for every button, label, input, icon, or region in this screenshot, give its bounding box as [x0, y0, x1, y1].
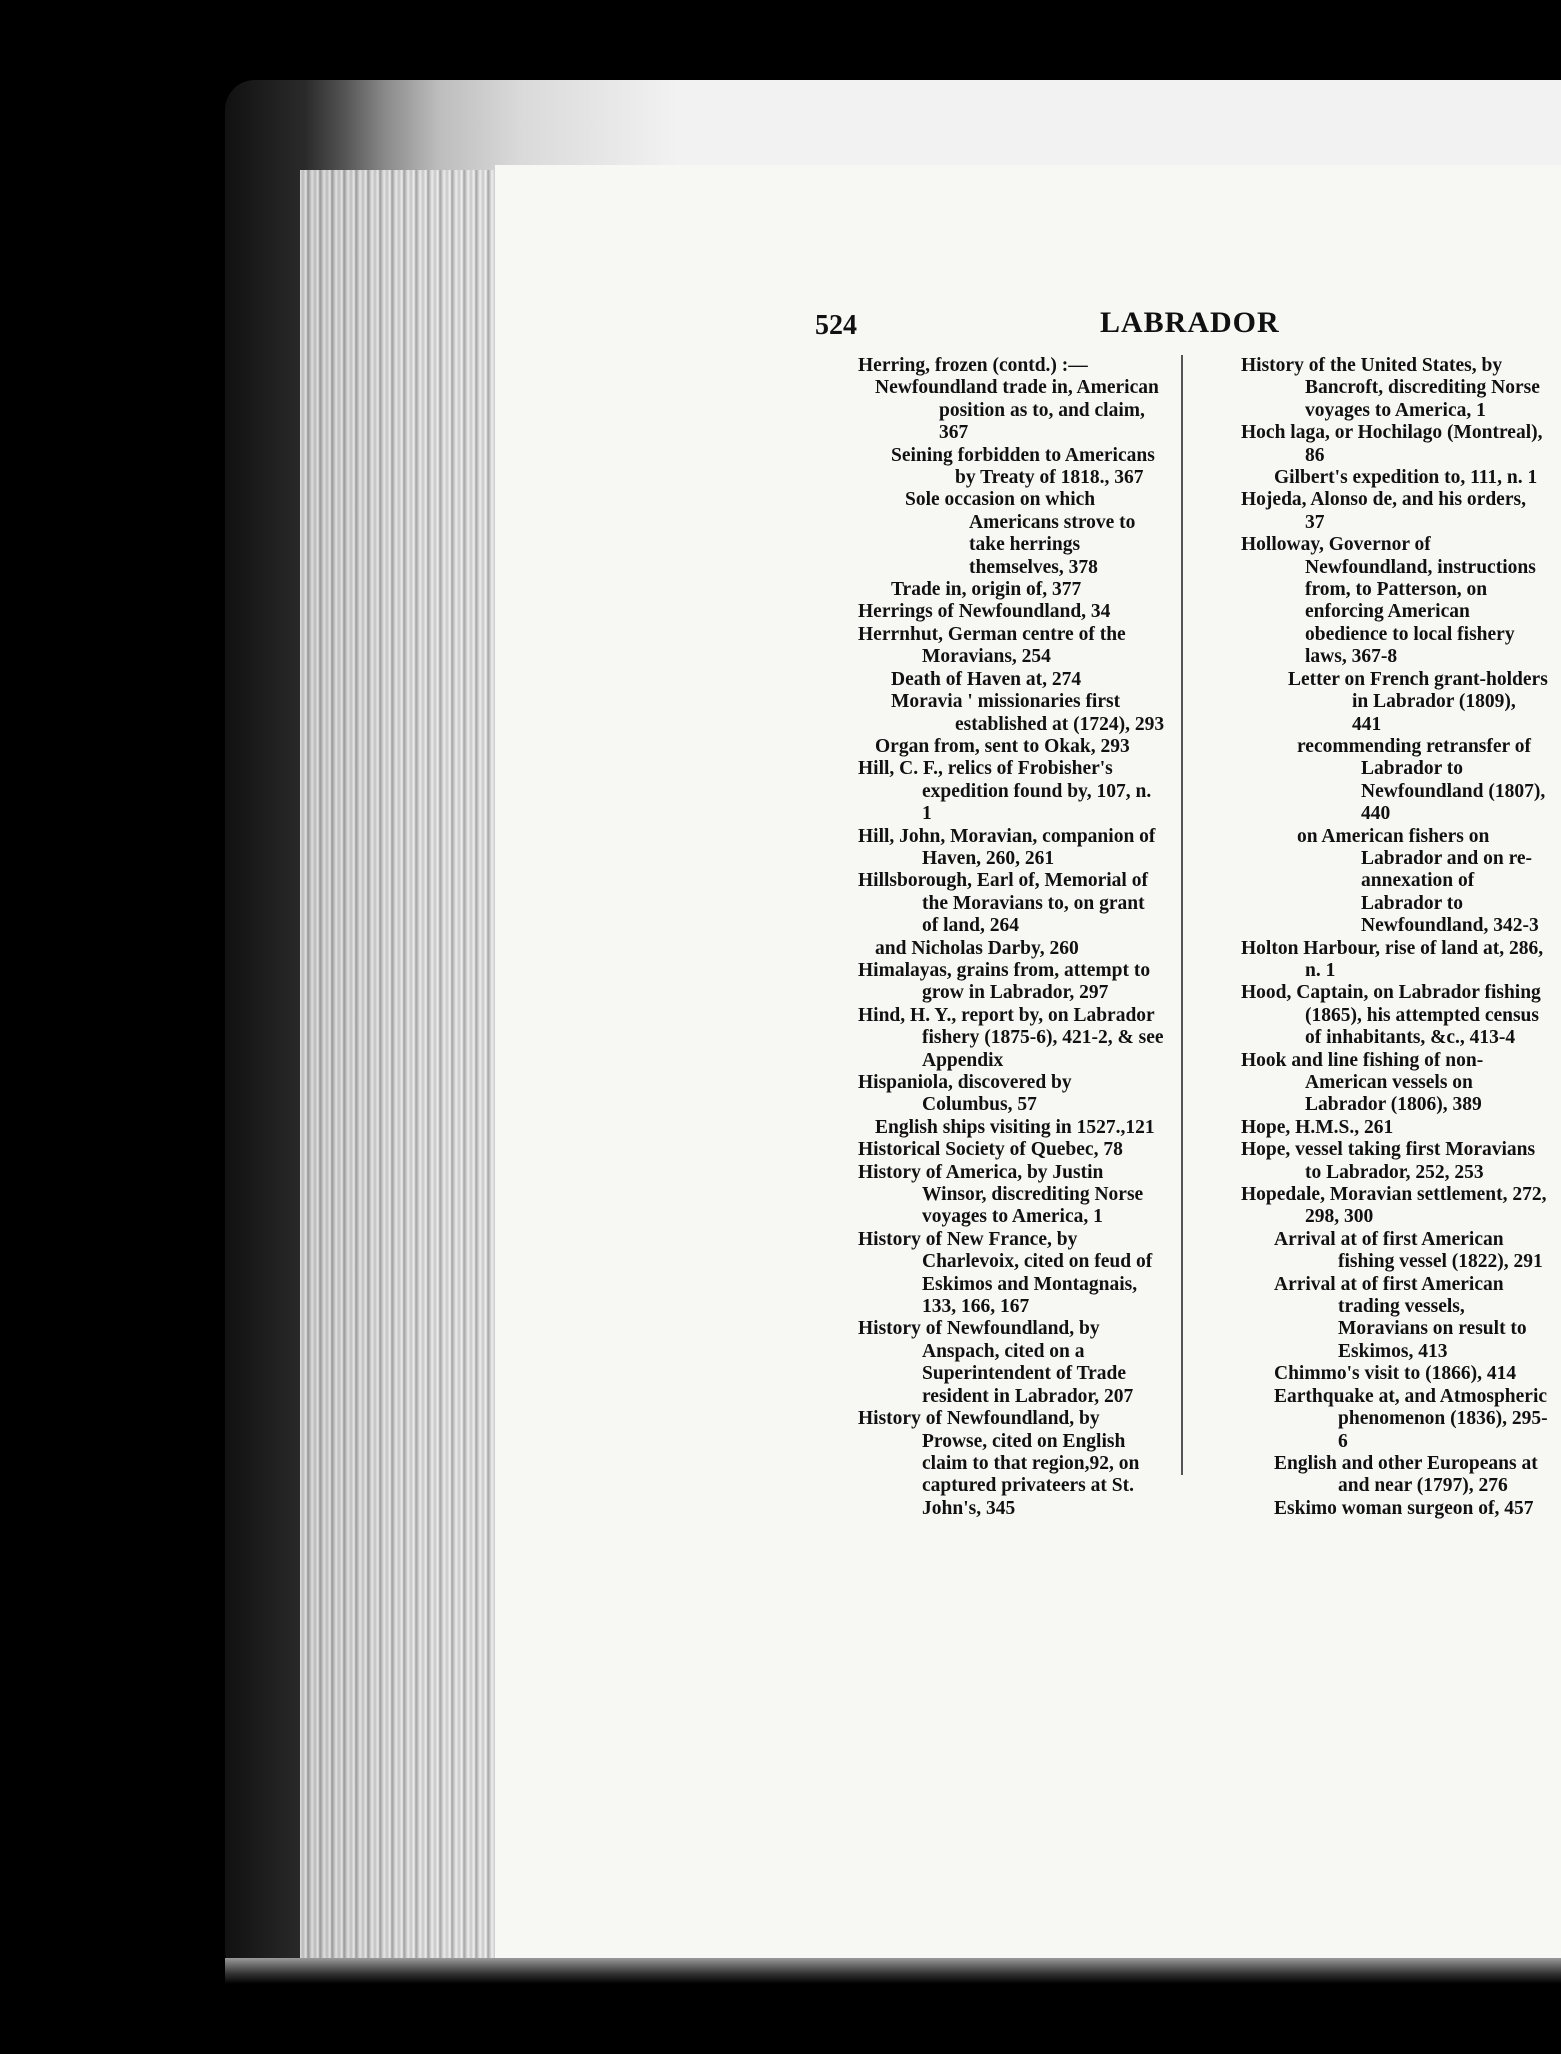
- page-title: LABRADOR: [1100, 306, 1280, 339]
- index-entry: Organ from, sent to Okak, 293: [875, 735, 1130, 757]
- index-column-left: [815, 355, 1165, 1520]
- page-number: 524: [815, 310, 857, 341]
- index-entry: History of America, by Justin Winsor, discrediting Norse voyages to America, 1: [858, 1161, 1144, 1228]
- index-entry: English and other Europeans at and near (1797), 276: [1274, 1452, 1538, 1497]
- index-entry: Death of Haven at, 274: [891, 668, 1082, 690]
- index-entry: Arrival at of first American trading vessels, Moravians on result to Eskimos, 413: [1274, 1273, 1527, 1362]
- index-entry: Hope, vessel taking first Moravians to Labrador, 252, 253: [1241, 1139, 1536, 1183]
- index-entry: Historical Society of Quebec, 78: [858, 1139, 1123, 1161]
- index-entry: on American fishers on Labrador and on re-annexation of Labrador to Newfoundland, 342-3: [1297, 825, 1539, 937]
- index-entry: Hopedale, Moravian settlement, 272, 298, 300: [1241, 1184, 1547, 1228]
- index-entry: recommending retransfer of Labrador to Newfoundland (1807), 440: [1297, 735, 1546, 825]
- column-divider: [1181, 355, 1183, 1475]
- index-entry: English ships visiting in 1527.,121: [875, 1116, 1155, 1138]
- index-entry: History of the United States, by Bancroft, discrediting Norse voyages to America, 1: [1241, 355, 1540, 421]
- index-entry: Herrings of Newfoundland, 34: [858, 601, 1111, 623]
- running-head: [815, 306, 1285, 346]
- index-entry: Letter on French grant-holders in Labrador (1809), 441: [1288, 668, 1548, 735]
- index-entry: History of Newfoundland, by Prowse, cited on English claim to that region,92, on captured privateers at St. John's, 345: [858, 1408, 1140, 1519]
- index-entry: Eskimo woman surgeon of, 457: [1274, 1497, 1534, 1519]
- page-edges: [300, 170, 510, 1970]
- index-entry: Holton Harbour, rise of land at, 286, n. 1: [1241, 937, 1544, 981]
- index-entry: Trade in, origin of, 377: [891, 579, 1082, 601]
- index-entry: Hill, C. F., relics of Frobisher's expedition found by, 107, n. 1: [858, 758, 1152, 825]
- index-entry: Hoch laga, or Hochilago (Montreal), 86: [1241, 422, 1543, 466]
- index-entry: Hope, H.M.S., 261: [1241, 1116, 1394, 1138]
- index-entry: Herring, frozen (contd.) :—: [858, 355, 1088, 376]
- index-entry: Hind, H. Y., report by, on Labrador fishery (1875-6), 421-2, & see Appendix: [858, 1004, 1164, 1071]
- index-entry: Seining forbidden to Americans by Treaty of 1818., 367: [891, 444, 1155, 489]
- index-entry: Hook and line fishing of non-American vessels on Labrador (1806), 389: [1241, 1049, 1484, 1116]
- index-entry: Arrival at of first American fishing vessel (1822), 291: [1274, 1228, 1543, 1273]
- index-entry: Hill, John, Moravian, companion of Haven, 260, 261: [858, 825, 1156, 869]
- index-entry: Hojeda, Alonso de, and his orders, 37: [1241, 489, 1526, 533]
- index-entry: Sole occasion on which Americans strove to take herrings themselves, 378: [905, 489, 1136, 578]
- index-entry: and Nicholas Darby, 260: [875, 937, 1079, 959]
- index-column-right: [1198, 355, 1548, 1520]
- index-entry: Earthquake at, and Atmospheric phenomenon (1836), 295-6: [1274, 1385, 1548, 1452]
- index-entry: Gilbert's expedition to, 111, n. 1: [1274, 467, 1538, 489]
- index-entry: Himalayas, grains from, attempt to grow in Labrador, 297: [858, 959, 1151, 1004]
- index-entry: Hillsborough, Earl of, Memorial of the Moravians to, on grant of land, 264: [858, 870, 1148, 937]
- index-entry: History of New France, by Charlevoix, cited on feud of Eskimos and Montagnais, 133, 166, 167: [858, 1228, 1153, 1318]
- index-entry: Chimmo's visit to (1866), 414: [1274, 1363, 1517, 1385]
- index-entry: Holloway, Governor of Newfoundland, instructions from, to Patterson, on enforcing American obedience to local fishery laws, 367-8: [1241, 534, 1536, 668]
- index-entry: History of Newfoundland, by Anspach, cited on a Superintendent of Trade resident in Labrador, 207: [858, 1318, 1134, 1407]
- index-entry: Newfoundland trade in, American position as to, and claim, 367: [875, 377, 1159, 444]
- index-entry: Hispaniola, discovered by Columbus, 57: [858, 1072, 1072, 1116]
- index-entry: Moravia ' missionaries first established at (1724), 293: [891, 691, 1165, 735]
- page-bottom-edge: [225, 1958, 1561, 1984]
- index-entry: Herrnhut, German centre of the Moravians, 254: [858, 623, 1126, 668]
- index-entry: Hood, Captain, on Labrador fishing (1865), his attempted census of inhabitants, &c., 413-4: [1241, 982, 1541, 1049]
